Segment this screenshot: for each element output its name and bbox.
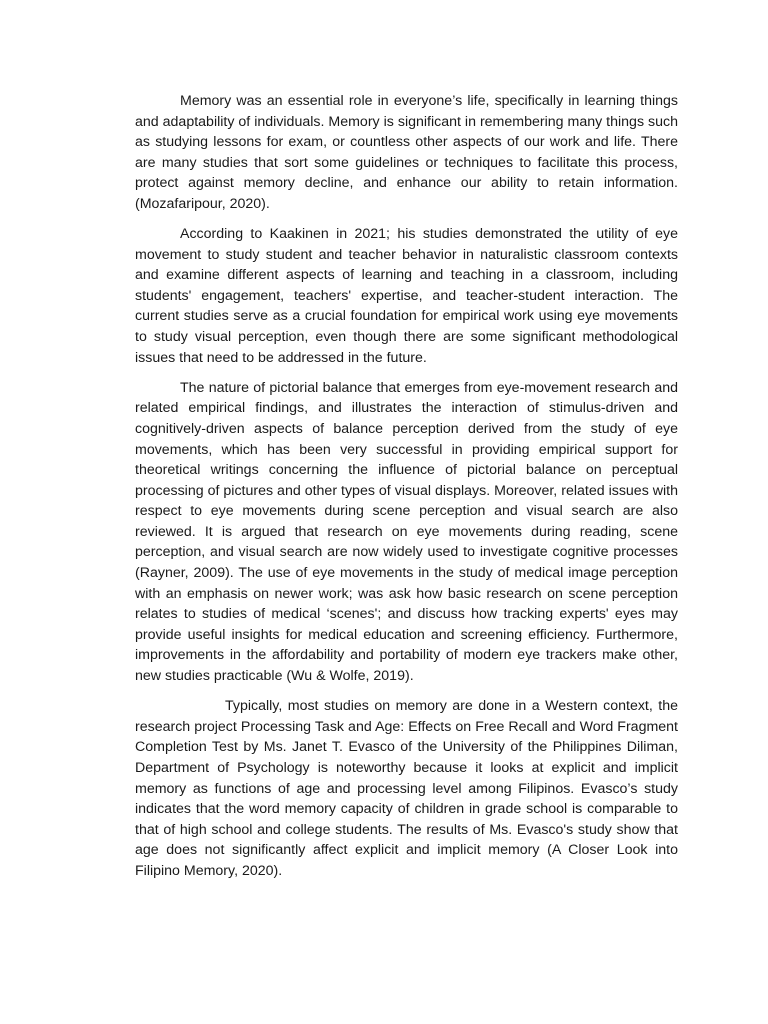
document-body	[135, 91, 678, 891]
paragraph-memory-role: Memory was an essential role in everyone’s life, specifically in learning things and adaptability of individuals. Memory is significant in remembering many things such as studying lessons for exam, or countless other aspects of our work and life. There are many studies that sort some guidelines or techniques to facilitate this process, protect against memory decline, and enhance our ability to retain information. (Mozafaripour, 2020).	[135, 93, 678, 212]
paragraph-pictorial-balance: The nature of pictorial balance that emerges from eye-movement research and related empirical findings, and illustrates the interaction of stimulus-driven and cognitively-driven aspects of balance perception derived from the study of eye movements, which has been very successful in providing empirical support for theoretical writings concerning the influence of pictorial balance on perceptual processing of pictures and other types of visual displays. Moreover, related issues with respect to eye movements during scene perception and visual search are also reviewed. It is argued that research on eye movements during reading, scene perception, and visual search are now widely used to investigate cognitive processes (Rayner, 2009). The use of eye movements in the study of medical image perception with an emphasis on newer work; was ask how basic research on scene perception relates to studies of medical ‘scenes'; and discuss how tracking experts' eyes may provide useful insights for medical education and screening efficiency. Furthermore, improvements in the affordability and portability of modern eye trackers make other, new studies practicable (Wu & Wolfe, 2019).	[135, 379, 678, 685]
paragraph-kaakinen-eye-movement: According to Kaakinen in 2021; his studies demonstrated the utility of eye movement to study student and teacher behavior in naturalistic classroom contexts and examine different aspects of learning and teaching in a classroom, including students' engagement, teachers' expertise, and teacher-student interaction. The current studies serve as a crucial foundation for empirical work using eye movements to study visual perception, even though there are some significant methodological issues that need to be addressed in the future.	[135, 226, 678, 366]
paragraph-filipino-memory: Typically, most studies on memory are done in a Western context, the research project Processing Task and Age: Effects on Free Recall and Word Fragment Completion Test by Ms. Janet T. Evasco of the University of the Philippines Diliman, Department of Psychology is noteworthy because it looks at explicit and implicit memory as functions of age and processing level among Filipinos. Evasco’s study indicates that the word memory capacity of children in grade school is comparable to that of high school and college students. The results of Ms. Evasco's study show that age does not significantly affect explicit and implicit memory (A Closer Look into Filipino Memory, 2020).	[135, 698, 678, 879]
